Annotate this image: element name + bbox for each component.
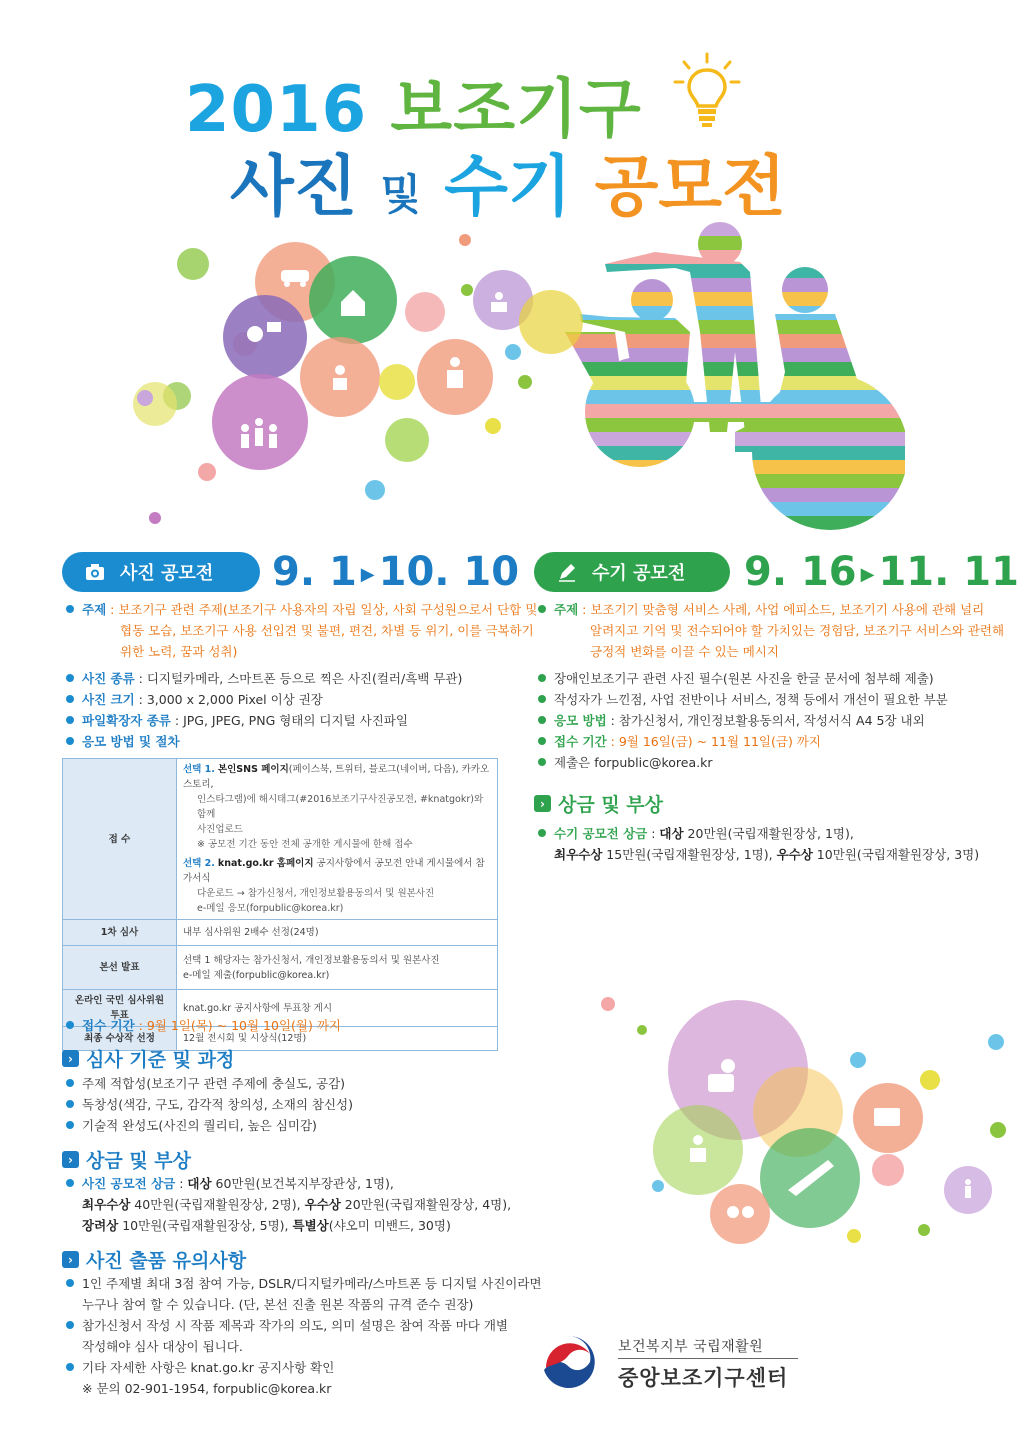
photo-contest-pill (62, 552, 260, 592)
essay-contest-label: 수기 공모전 (592, 563, 686, 584)
title-keyword: 보조기구 (390, 73, 642, 147)
process-table (62, 758, 498, 1051)
photo-ext-row: 파일확장자 종류 : JPG, JPEG, PNG 형태의 디지털 사진파일 (66, 711, 408, 732)
photo-theme-row: 주제 : 보조기구 관련 주제(보조기구 사용자의 자립 일상, 사회 구성원으로서 단합 및 (66, 600, 537, 621)
list-item: 장애인보조기구 관련 사진 필수(원본 사진을 한글 문서에 첨부해 제출) (538, 669, 934, 690)
photo-date-end: 10. 10 (378, 549, 520, 595)
list-item-cont: 누구나 참여 할 수 있습니다. (단, 본선 진출 원본 작품의 규격 준수 권장) (82, 1297, 474, 1312)
photo-theme-text-3: 위한 노력, 꿈과 성취) (120, 644, 238, 659)
arrow-box-icon: › (534, 795, 551, 812)
judging-heading: › 심사 기준 및 과정 (62, 1045, 234, 1072)
essay-theme-row: 주제 : 보조기기 맞춤형 서비스 사례, 사업 에피소드, 보조기기 사용에 관해 널리 (538, 600, 984, 621)
list-item: 참가신청서 작성 시 작품 제목과 작가의 의도, 의미 설명은 참여 작품 마다 개별 (66, 1316, 508, 1337)
title-contest: 공모전 (594, 148, 786, 225)
essay-submit-row: 제출은 forpublic@korea.kr (538, 753, 713, 774)
photo-kind-row: 사진 종류 : 디지털카메라, 스마트폰 등으로 찍은 사진(컬러/흑백 무관) (66, 669, 462, 690)
photo-date-start: 9. 1 (272, 549, 357, 595)
essay-theme-text-3: 긍정적 변화를 이끌 수 있는 메시지 (590, 644, 779, 659)
contact-line: ※ 문의 02-901-1954, forpublic@korea.kr (82, 1381, 332, 1396)
essay-contest-pill (534, 552, 730, 592)
essay-contest-dates: 9. 16 ▶ 11. 11 (744, 549, 1019, 595)
org-divider (618, 1358, 798, 1359)
essay-prize-row-1: 수기 공모전 상금 : 대상 20만원(국립재활원장상, 1명), (538, 824, 854, 845)
org-top-line: 보건복지부 국립재활원 (618, 1339, 764, 1355)
table-head-submit: 접 수 (63, 759, 177, 920)
hero-illustration (95, 222, 925, 552)
pencil-icon (556, 561, 578, 583)
essay-date-start: 9. 16 (744, 549, 857, 595)
list-item: 기술적 완성도(사진의 퀄리티, 높은 심미감) (66, 1116, 317, 1137)
essay-prize-heading: › 상금 및 부상 (534, 790, 663, 817)
photo-period-row: 접수 기간 : 9월 1일(목) ~ 10월 10일(월) 까지 (66, 1016, 341, 1037)
photo-prize-heading: › 상금 및 부상 (62, 1146, 191, 1173)
list-item: 주제 적합성(보조기구 관련 주제에 충실도, 공감) (66, 1074, 345, 1095)
title-line-2 (230, 133, 786, 228)
list-item-cont: 작성해야 심사 대상이 됩니다. (82, 1339, 243, 1354)
org-main-line: 중앙보조기구센터 (618, 1366, 789, 1390)
table-row: 1차 심사 내부 심사위원 2배수 선정(24명) (63, 920, 498, 946)
list-item: 1인 주제별 최대 3점 참여 가능, DSLR/디지털카메라/스마트폰 등 디지털 사진이라면 (66, 1274, 542, 1295)
essay-prize-row-2: 최우수상 15만원(국립재활원장상, 1명), 우수상 10만원(국립재활원장상, 3명) (554, 847, 980, 862)
list-item: 작성자가 느낀점, 사업 전반이나 서비스, 정책 등에서 개선이 필요한 부분 (538, 690, 948, 711)
organization-footer (538, 1330, 798, 1398)
essay-date-end: 11. 11 (878, 549, 1019, 595)
title-photo: 사진 (230, 148, 358, 225)
list-item: 기타 자세한 사항은 knat.go.kr 공지사항 확인 (66, 1358, 334, 1379)
essay-period-row: 접수 기간 : 9월 16일(금) ~ 11월 11일(금) 까지 (538, 732, 821, 753)
title-essay: 수기 (444, 148, 572, 225)
table-row (63, 759, 498, 920)
camera-icon (84, 561, 106, 583)
table-row: 본선 발표 선택 1 해당자는 참가신청서, 개인정보활용동의서 및 원본사진 e-메일 제출(forpublic@korea.kr) (63, 946, 498, 990)
title-year: 2016 (185, 73, 368, 147)
photo-theme-text-2: 협동 모습, 보조기구 사용 선입견 및 불편, 편견, 차별 등 위기, 이를 극복하기 (120, 623, 534, 638)
arrow-box-icon: › (62, 1251, 79, 1268)
list-item: 독창성(색감, 구도, 감각적 창의성, 소재의 참신성) (66, 1095, 353, 1116)
photo-method-row: 응모 방법 및 절차 (66, 732, 180, 753)
title-and: 및 (380, 170, 422, 219)
photo-size-row: 사진 크기 : 3,000 x 2,000 Pixel 이상 권장 (66, 690, 323, 711)
photo-prize-row-2: 최우수상 40만원(국립재활원장상, 2명), 우수상 20만원(국립재활원장상, 4명), (82, 1197, 512, 1212)
notes-heading: › 사진 출품 유의사항 (62, 1246, 246, 1273)
photo-contest-dates: 9. 1 ▶ 10. 10 (272, 549, 520, 595)
photo-prize-row-1: 사진 공모전 상금 : 대상 60만원(보건복지부장관상, 1명), (66, 1174, 394, 1195)
table-row: 온라인 국민 심사위원 투표 knat.go.kr 공지사항에 투표창 게시 (63, 990, 498, 1027)
essay-theme-text-2: 알려지고 기억 및 전수되어야 할 가치있는 경험담, 보조기구 서비스와 관련해 (590, 623, 1005, 638)
photo-prize-row-3: 장려상 10만원(국립재활원장상, 5명), 특별상(샤오미 미밴드, 30명) (82, 1218, 451, 1233)
essay-method-row: 응모 방법 : 참가신청서, 개인정보활용동의서, 작성서식 A4 5장 내외 (538, 711, 925, 732)
photo-contest-label: 사진 공모전 (120, 563, 214, 584)
arrow-box-icon: › (62, 1050, 79, 1067)
decorative-circles (598, 990, 1024, 1260)
arrow-box-icon: › (62, 1151, 79, 1168)
table-row: 최종 수상작 선정 12월 전시회 및 시상식(12명) (63, 1027, 498, 1051)
photo-theme-text-1: 보조기구 관련 주제(보조기구 사용자의 자립 일상, 사회 구성원으로서 단합 및 (118, 602, 538, 617)
table-cell-submit: 선택 1. 본인SNS 페이지(페이스북, 트위터, 블로그(네이버, 다음), 카카오스토리, 인스타그램)에 해시태그(#2016보조기구사진공모전, #knatgokr)와 함께 사진업로드 ※ 공모전 기간 동안 전체 공개한 게시물에 한해 접수 선택 2. knat.go.kr 홈페이지 공지사항에서 공모전 안내 게시물에서 참가서식 다운로드 → 참가신청서, 개인정보활용동의서 및 원본사진 e-메일 응모(forpublic@korea.kr) (177, 759, 498, 920)
government-emblem (538, 1332, 598, 1392)
lightbulb-icon (672, 52, 742, 132)
